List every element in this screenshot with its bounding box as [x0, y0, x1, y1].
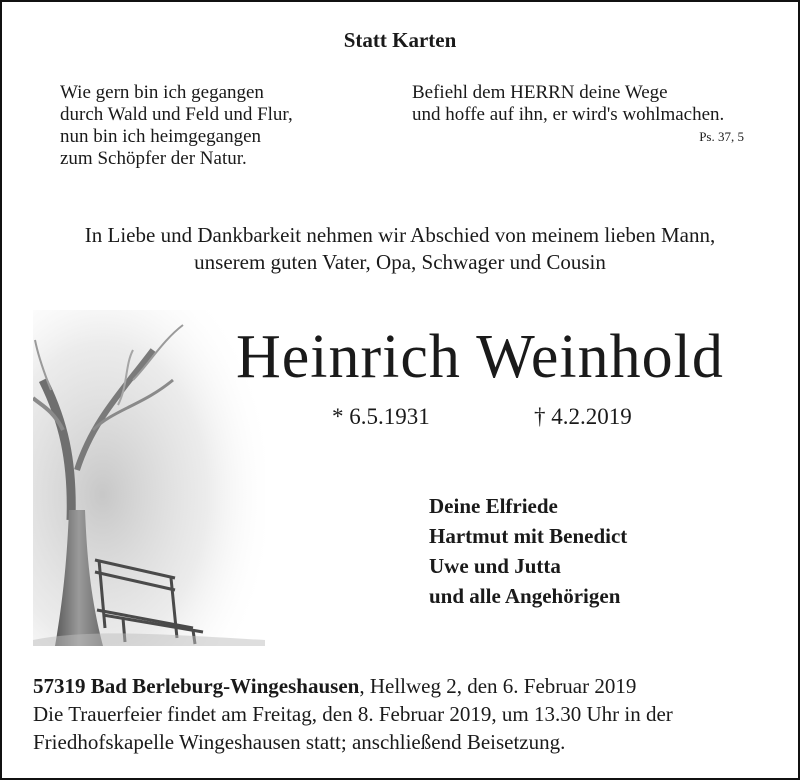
intro-text	[0, 222, 800, 276]
bible-verse	[412, 82, 752, 126]
funeral-info-line: Friedhofskapelle Wingeshausen statt; anschließend Beisetzung.	[33, 730, 566, 754]
deceased-name: Heinrich Weinhold	[236, 323, 724, 391]
address-line	[33, 672, 773, 700]
poem-line: durch Wald und Feld und Flur,	[60, 104, 293, 125]
footer	[33, 672, 773, 756]
intro-line: In Liebe und Dankbarkeit nehmen wir Abschied von meinem lieben Mann,	[84, 223, 716, 247]
verse-reference: Ps. 37, 5	[699, 129, 744, 144]
mourners-list	[429, 491, 627, 611]
mourner: Uwe und Jutta	[429, 554, 561, 578]
poem-line: nun bin ich heimgegangen	[60, 126, 262, 147]
address-rest: , Hellweg 2, den 6. Februar 2019	[359, 674, 637, 698]
mourner: Hartmut mit Benedict	[429, 524, 628, 548]
place-name: 57319 Bad Berleburg-Wingeshausen	[33, 674, 360, 698]
mourner: und alle Angehörigen	[429, 584, 621, 608]
tree-bench-illustration	[33, 310, 265, 646]
death-date: † 4.2.2019	[534, 404, 632, 429]
poem	[60, 82, 380, 170]
intro-line: unserem guten Vater, Opa, Schwager und Cousin	[194, 250, 606, 274]
funeral-info-line: Die Trauerfeier findet am Freitag, den 8. Februar 2019, um 13.30 Uhr in der	[33, 702, 673, 726]
verse-line: Befiehl dem HERRN deine Wege	[412, 82, 668, 103]
verse-line: und hoffe auf ihn, er wird's wohlmachen.	[412, 104, 725, 125]
poem-line: zum Schöpfer der Natur.	[60, 148, 247, 169]
poem-line: Wie gern bin ich gegangen	[60, 82, 264, 103]
mourner: Deine Elfriede	[429, 494, 558, 518]
notice-header: Statt Karten	[343, 28, 457, 52]
birth-date: * 6.5.1931	[332, 404, 430, 429]
